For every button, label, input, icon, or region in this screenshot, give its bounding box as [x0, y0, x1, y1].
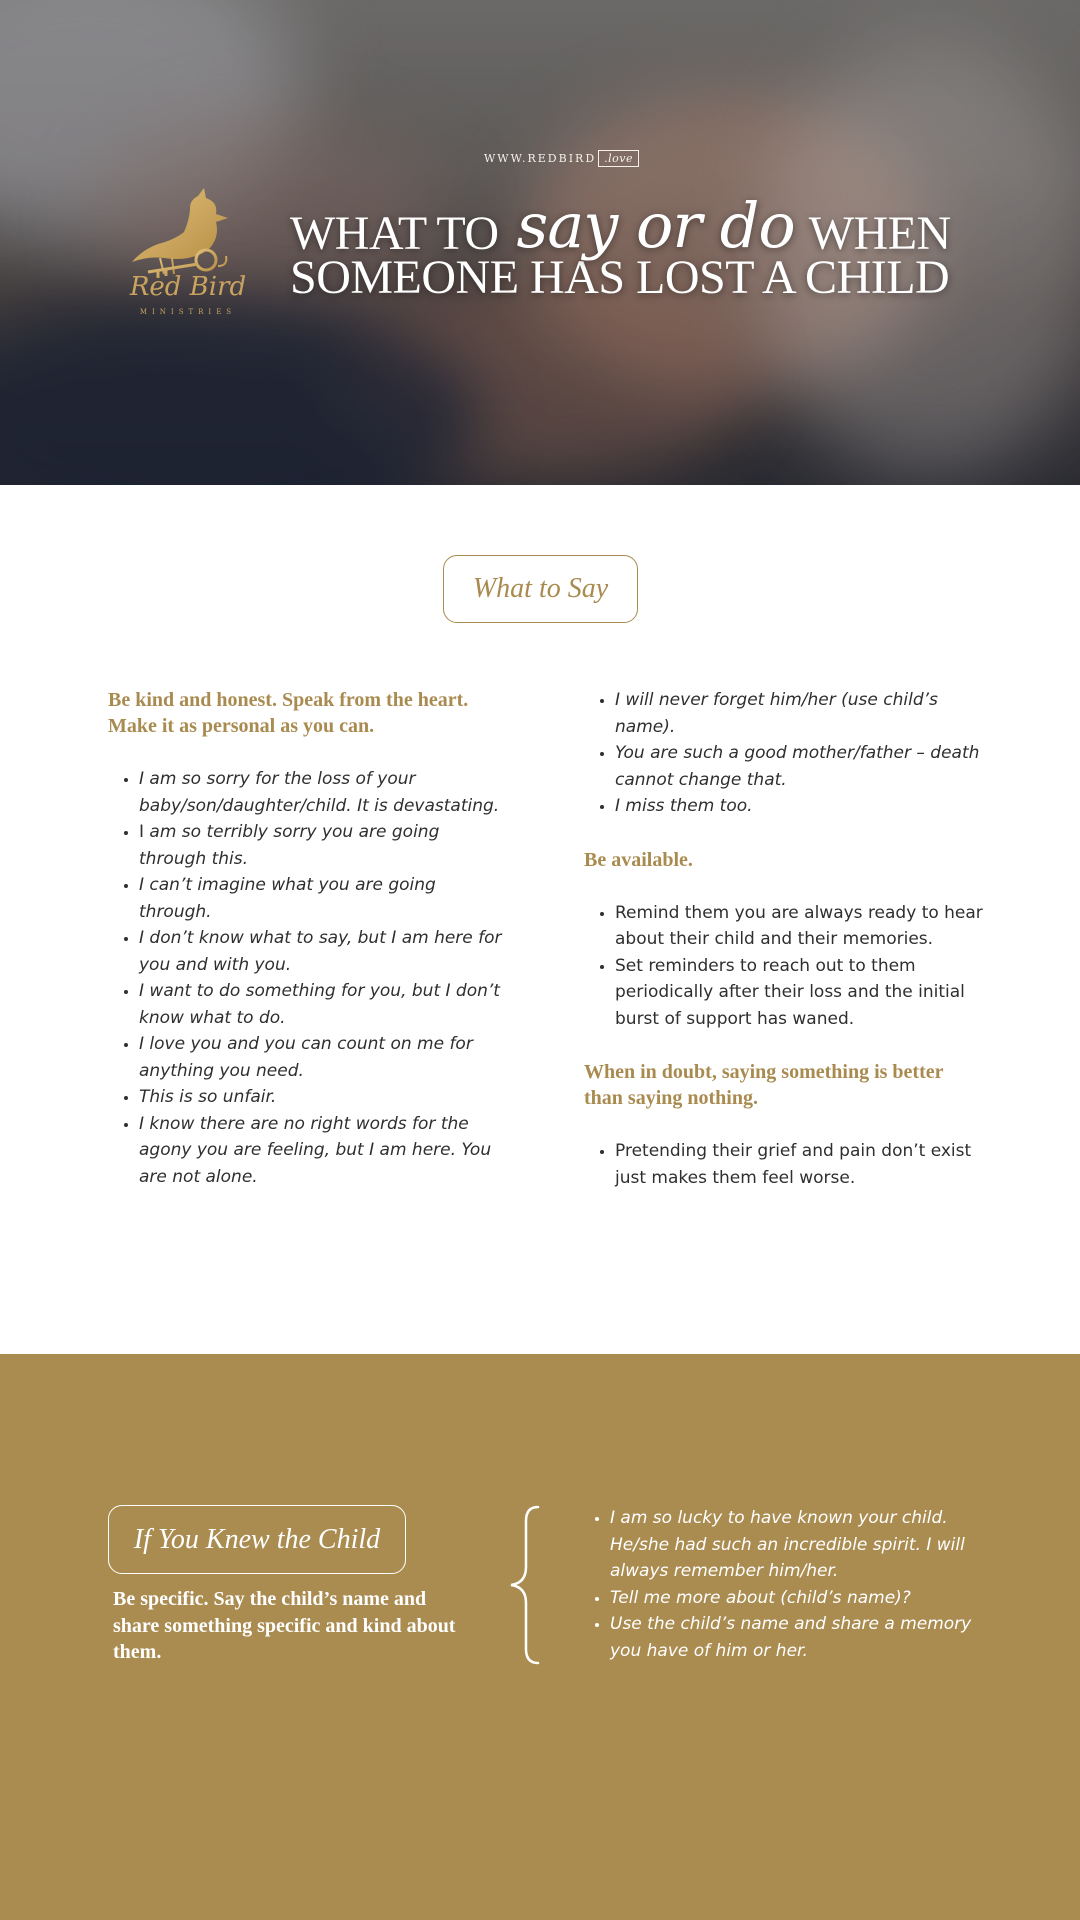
what-to-say-list-continued — [584, 687, 984, 820]
when-in-doubt-heading: When in doubt, saying something is better than saying nothing. — [584, 1061, 944, 1109]
title-script: say or do — [516, 189, 795, 262]
list-item: • I miss them too. — [615, 793, 984, 820]
be-available-heading: Be available. — [584, 848, 693, 871]
website-url[interactable] — [484, 150, 639, 167]
left-column — [108, 687, 508, 1190]
list-item: • Tell me more about (child’s name)? — [610, 1585, 980, 1612]
title-suffix: WHEN — [808, 207, 951, 260]
what-to-say-heading: What to Say — [443, 555, 638, 623]
list-item: • This is so unfair. — [139, 1084, 508, 1111]
list-item: • I want to do something for you, but I don’t know what to do. — [139, 978, 508, 1031]
list-item: • I know there are no right words for the agony you are feeling, but I am here. You are not alone. — [139, 1111, 508, 1191]
what-to-say-list — [108, 766, 508, 1190]
list-item: • I don’t know what to say, but I am here for you and with you. — [139, 925, 508, 978]
list-item-prefix: I — [139, 822, 150, 842]
list-item: • I will never forget him/her (use child’s name). — [615, 687, 984, 740]
list-item: • I love you and you can count on me for anything you need. — [139, 1031, 508, 1084]
title-prefix: WHAT TO — [290, 207, 499, 260]
kind-honest-heading: Be kind and honest. Speak from the heart. Make it as personal as you can. — [108, 689, 469, 737]
list-item: • You are such a good mother/father – death cannot change that. — [615, 740, 984, 793]
knew-the-child-list-container — [580, 1505, 980, 1664]
curly-brace-icon — [508, 1505, 544, 1665]
list-item: • I am so sorry for the loss of your baby/son/daughter/child. It is devastating. — [139, 766, 508, 819]
logo-wordmark: Red Bird — [129, 272, 247, 302]
list-item: • Set reminders to reach out to them periodically after their loss and the initial burst of support has waned. — [615, 953, 984, 1033]
list-item: • Remind them you are always ready to hear about their child and their memories. — [615, 900, 984, 953]
title-line-2: SOMEONE HAS LOST A CHILD — [290, 251, 950, 304]
when-in-doubt-list — [584, 1138, 984, 1191]
list-item: • I can’t imagine what you are going through. — [139, 872, 508, 925]
cardinal-bird-logo-icon — [128, 188, 248, 323]
knew-the-child-heading: If You Knew the Child — [108, 1505, 406, 1574]
list-item-text: am so terribly sorry you are going through this. — [139, 822, 440, 869]
hero-banner — [0, 0, 1080, 485]
url-domain: WWW.REDBIRD — [484, 152, 597, 165]
list-item: • Pretending their grief and pain don’t exist just makes them feel worse. — [615, 1138, 984, 1191]
list-item: • I am so lucky to have known your child. He/she had such an incredible spirit. I will always remember him/her. — [610, 1505, 980, 1585]
list-item: • Use the child’s name and share a memory you have of him or her. — [610, 1611, 980, 1664]
knew-the-child-list — [580, 1505, 980, 1664]
logo-subtitle: MINISTRIES — [139, 308, 237, 316]
page-title — [290, 189, 1050, 304]
url-tld: .love — [598, 150, 639, 167]
list-item — [139, 819, 508, 872]
right-column — [584, 687, 984, 1191]
be-available-list — [584, 900, 984, 1033]
knew-the-child-description: Be specific. Say the child’s name and share something specific and kind about them. — [113, 1588, 456, 1663]
